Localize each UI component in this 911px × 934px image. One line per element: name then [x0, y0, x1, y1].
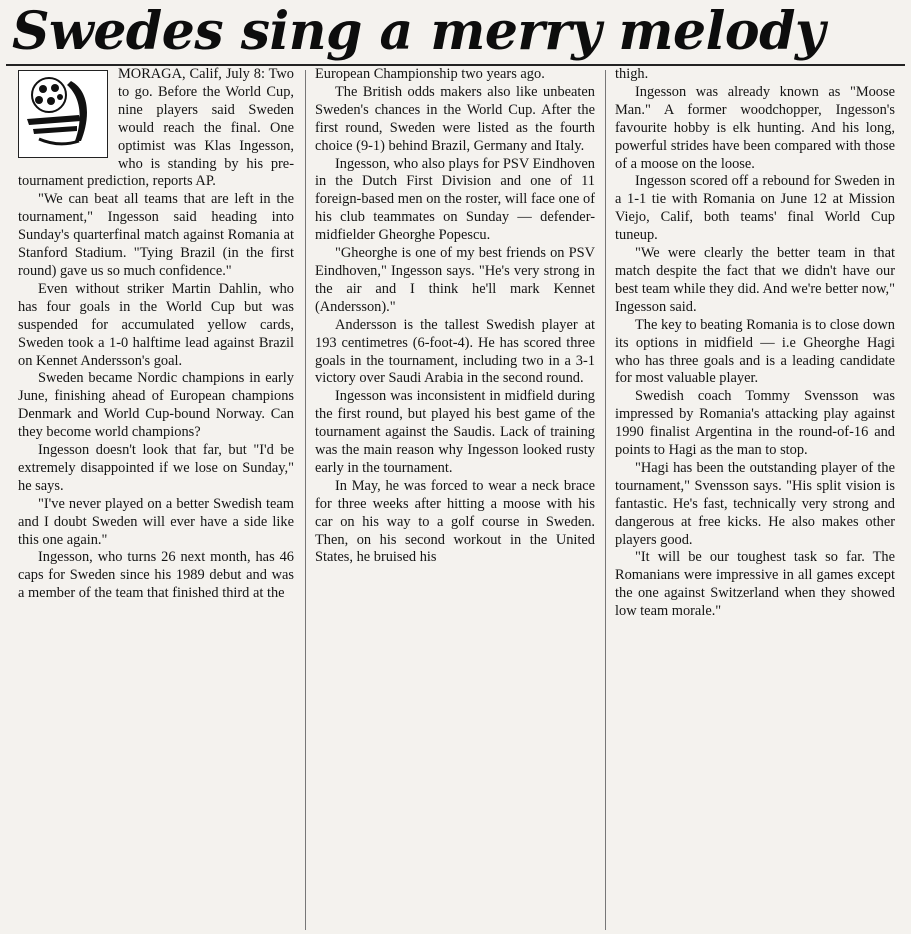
column-divider	[605, 70, 606, 930]
article-paragraph: Ingesson was inconsistent in midfield during the first round, but played his best game of the tournament against the Saudis. Lack of training was the main reason why Ingesson looked rusty early in the tournament.	[315, 388, 595, 476]
article-paragraph: "It will be our toughest task so far. The Romanians were impressive in all games except the one against Switzerland when they showed low team morale."	[615, 549, 895, 620]
article-paragraph: Andersson is the tallest Swedish player at 193 centimetres (6-foot-4). He has scored three goals in the tournament, including two in a 3-1 victory over Saudi Arabia in the second round.	[315, 316, 595, 387]
article-paragraph: European Championship two years ago.	[315, 66, 545, 82]
article-paragraph: In May, he was forced to wear a neck brace for three weeks after hitting a moose with his car on his way to a golf course in Sweden. Then, on his second workout in the United States, he bruised his	[315, 477, 595, 566]
article-paragraph: Sweden became Nordic champions in early June, finishing ahead of European champions Denmark and World Cup-bound Norway. Can they become world champions?	[18, 370, 294, 441]
article-paragraph: Ingesson doesn't look that far, but "I'd be extremely disappointed if we lose on Sunday," he says.	[18, 442, 294, 494]
article-paragraph: "Hagi has been the outstanding player of the tournament," Svensson says. "His split vision is fantastic. He's fast, technically very strong and dangerous at free kicks. He also makes other players good.	[615, 459, 895, 548]
world-cup-94-logo-icon	[18, 70, 108, 158]
article-column-1	[18, 66, 294, 932]
article-paragraph: "We were clearly the better team in that match despite the fact that we didn't have our best team while they did. And we're better now," Ingesson said.	[615, 245, 895, 315]
article-paragraph: "Gheorghe is one of my best friends on PSV Eindhoven," Ingesson says. "He's very strong in the air and I think he'll mark Kennet (Andersson)."	[315, 245, 595, 315]
article-paragraph: Ingesson was already known as "Moose Man." A former woodchopper, Ingesson's favourite hobby is elk hunting. And his long, powerful strides have been compared with those of a moose on the loose.	[615, 83, 895, 172]
article-column-2	[315, 66, 595, 932]
article-paragraph: thigh.	[615, 66, 649, 82]
article-paragraph: Ingesson scored off a rebound for Sweden in a 1-1 tie with Romania on June 12 at Mission Viejo, Calif, both teams' final World Cup tuneup.	[615, 173, 895, 244]
article-paragraph: MORAGA, Calif, July 8: Two to go. Before the World Cup, nine players said Sweden would reach the final. One optimist was Klas Ingesson, who is standing by his pre-tournament prediction, reports AP.	[18, 66, 294, 190]
headline: Swedes sing a merry melody	[12, 1, 825, 62]
article-column-3	[615, 66, 895, 932]
article-paragraph: Ingesson, who also plays for PSV Eindhoven in the Dutch First Division and one of 11 foreign-based men on the roster, will face one of his club teammates on Sunday — defender-midfielder Gheorghe Popescu.	[315, 155, 595, 244]
article-paragraph: The key to beating Romania is to close down its options in midfield — i.e Gheorghe Hagi who has three goals and is a leading candidate for most valuable player.	[615, 316, 895, 387]
column-divider	[305, 70, 306, 930]
article-paragraph: Swedish coach Tommy Svensson was impressed by Romania's attacking play against 1990 finalist Argentina in the round-of-16 and points to Hagi as the man to stop.	[615, 388, 895, 459]
article-paragraph: Ingesson, who turns 26 next month, has 46 caps for Sweden since his 1989 debut and was a member of the team that finished third at the	[18, 549, 294, 602]
article-paragraph: The British odds makers also like unbeaten Sweden's chances in the World Cup. After the first round, Sweden were listed as the fourth choice (9-1) behind Brazil, Germany and Italy.	[315, 83, 595, 154]
article-paragraph: "We can beat all teams that are left in the tournament," Ingesson said heading into Sunday's quarterfinal match against Romania at Stanford Stadium. "Tying Brazil (in the first round) gave us so much confidence."	[18, 191, 294, 279]
article-paragraph: Even without striker Martin Dahlin, who has four goals in the World Cup but was suspended for accumulated yellow cards, Sweden took a 1-0 halftime lead against Brazil on Kennet Andersson's goal.	[18, 280, 294, 369]
article-paragraph: "I've never played on a better Swedish team and I doubt Sweden will ever have a side like this one again."	[18, 495, 294, 548]
